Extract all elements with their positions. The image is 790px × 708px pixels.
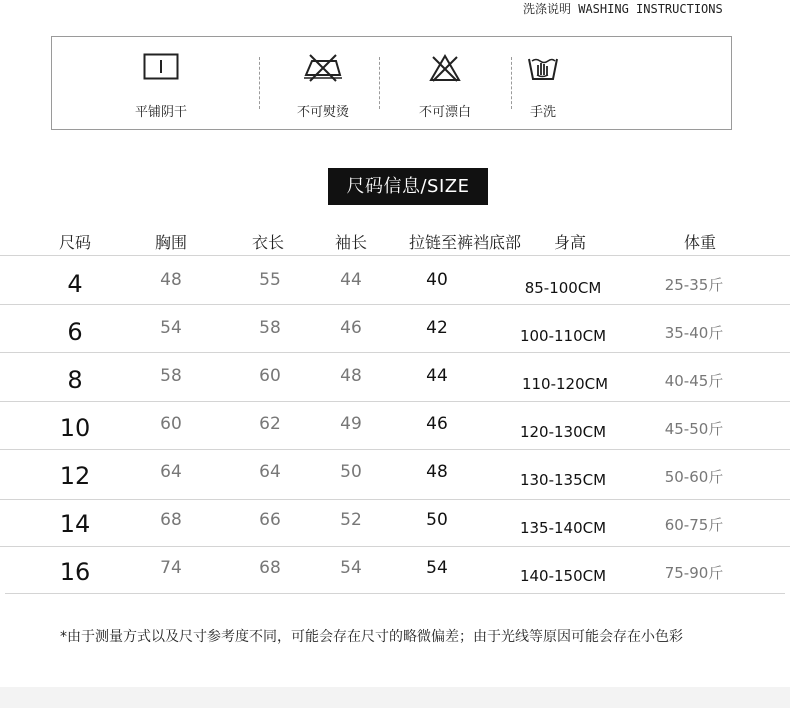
zip-cell: 46 — [426, 414, 448, 434]
size-cell: 4 — [67, 270, 83, 298]
row-divider — [0, 304, 790, 305]
washing-instructions-title: 洗涤说明 WASHING INSTRUCTIONS — [523, 2, 723, 16]
length-cell: 66 — [259, 510, 281, 530]
header-zip-to-crotch: 拉链至裤裆底部 — [408, 233, 521, 252]
header-size: 尺码 — [58, 233, 91, 252]
no-bleach-icon — [428, 53, 462, 83]
weight-cell: 40-45斤 — [664, 372, 724, 390]
height-cell: 130-135CM — [519, 471, 607, 489]
hand-wash-icon — [526, 53, 560, 83]
footer-band — [0, 687, 790, 708]
washing-item-label: 不可熨烫 — [296, 105, 349, 120]
flat-dry-shade-icon — [143, 53, 179, 81]
washing-item-no-iron — [263, 37, 383, 129]
weight-cell: 25-35斤 — [664, 276, 724, 294]
header-weight: 体重 — [683, 233, 716, 252]
sleeve-cell: 52 — [340, 510, 362, 530]
sleeve-cell: 49 — [340, 414, 362, 434]
zip-cell: 48 — [426, 462, 448, 482]
size-cell: 12 — [59, 462, 91, 490]
length-cell: 68 — [259, 558, 281, 578]
row-divider — [0, 401, 790, 402]
header-length: 衣长 — [251, 233, 284, 252]
row-divider — [0, 449, 790, 450]
chest-cell: 48 — [160, 270, 182, 290]
divider — [259, 57, 260, 109]
zip-cell: 42 — [426, 318, 448, 338]
height-cell: 140-150CM — [519, 567, 607, 585]
header-height: 身高 — [553, 233, 586, 252]
weight-cell: 60-75斤 — [664, 516, 724, 534]
size-cell: 8 — [67, 366, 83, 394]
size-section-title: 尺码信息/SIZE — [328, 168, 488, 205]
sleeve-cell: 54 — [340, 558, 362, 578]
size-cell: 14 — [59, 510, 91, 538]
height-cell: 135-140CM — [519, 519, 607, 537]
weight-cell: 45-50斤 — [664, 420, 724, 438]
row-divider — [0, 255, 790, 256]
sleeve-cell: 50 — [340, 462, 362, 482]
washing-item-label: 手洗 — [529, 105, 556, 120]
zip-cell: 44 — [426, 366, 448, 386]
length-cell: 55 — [259, 270, 281, 290]
zip-cell: 54 — [426, 558, 448, 578]
chest-cell: 74 — [160, 558, 182, 578]
sleeve-cell: 48 — [340, 366, 362, 386]
size-cell: 6 — [67, 318, 83, 346]
length-cell: 62 — [259, 414, 281, 434]
height-cell: 120-130CM — [519, 423, 607, 441]
washing-item-label: 不可漂白 — [418, 105, 471, 120]
zip-cell: 40 — [426, 270, 448, 290]
chest-cell: 60 — [160, 414, 182, 434]
washing-item-label: 平铺阴干 — [134, 105, 187, 120]
row-divider — [0, 352, 790, 353]
size-cell: 16 — [59, 558, 91, 586]
height-cell: 85-100CM — [524, 279, 602, 297]
chest-cell: 54 — [160, 318, 182, 338]
height-cell: 100-110CM — [519, 327, 607, 345]
row-divider — [0, 499, 790, 500]
header-chest: 胸围 — [154, 233, 187, 252]
size-cell: 10 — [59, 414, 91, 442]
chest-cell: 58 — [160, 366, 182, 386]
length-cell: 64 — [259, 462, 281, 482]
length-cell: 60 — [259, 366, 281, 386]
weight-cell: 75-90斤 — [664, 564, 724, 582]
length-cell: 58 — [259, 318, 281, 338]
measurement-note: *由于测量方式以及尺寸参考度不同，可能会存在尺寸的略微偏差；由于光线等原因可能会存在小色彩 — [60, 629, 683, 645]
chest-cell: 68 — [160, 510, 182, 530]
header-sleeve: 袖长 — [334, 233, 367, 252]
weight-cell: 50-60斤 — [664, 468, 724, 486]
zip-cell: 50 — [426, 510, 448, 530]
washing-instructions-panel — [51, 36, 732, 130]
sleeve-cell: 46 — [340, 318, 362, 338]
washing-item-hand-wash — [483, 37, 603, 129]
no-iron-icon — [302, 53, 344, 83]
sleeve-cell: 44 — [340, 270, 362, 290]
row-divider — [5, 593, 785, 594]
divider — [379, 57, 380, 109]
chest-cell: 64 — [160, 462, 182, 482]
washing-item-flat-dry — [101, 37, 221, 129]
weight-cell: 35-40斤 — [664, 324, 724, 342]
height-cell: 110-120CM — [521, 375, 609, 393]
row-divider — [0, 546, 790, 547]
